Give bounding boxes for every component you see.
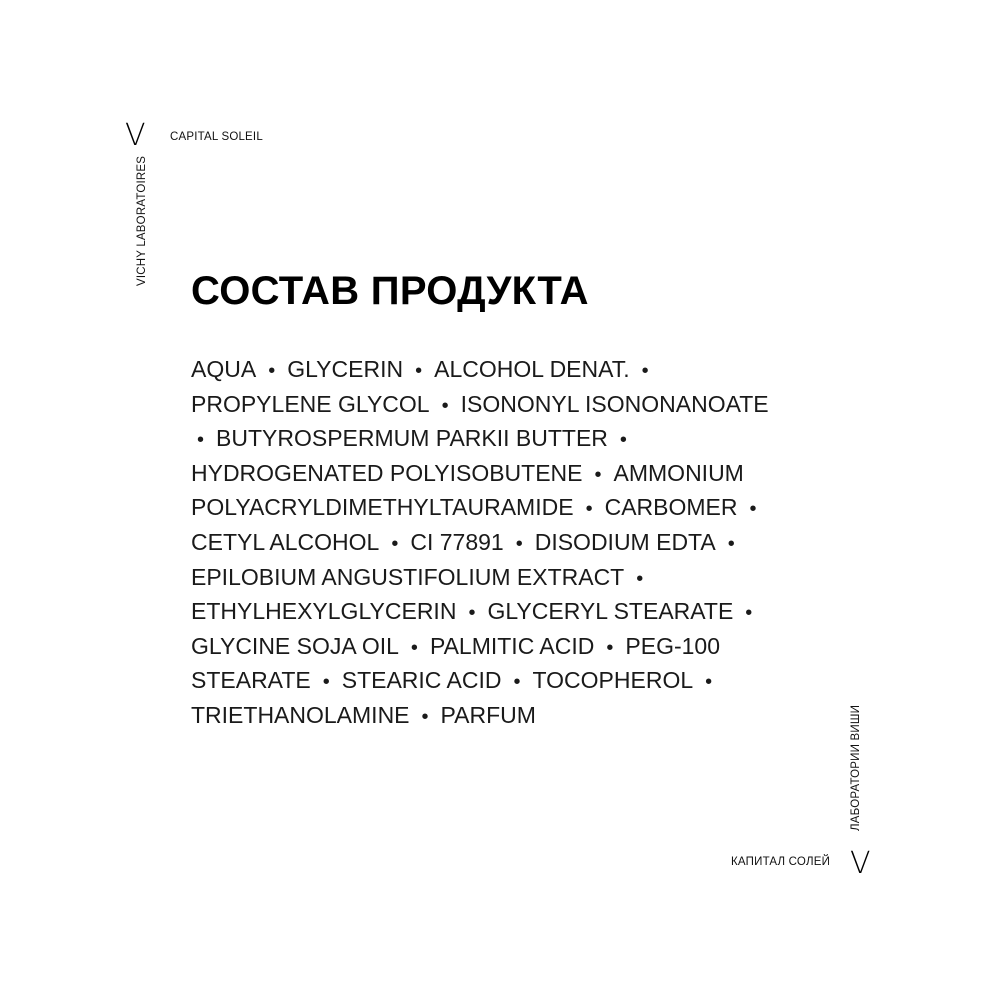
bullet-separator: • [727, 532, 735, 555]
ingredient-item: HYDROGENATED POLYISOBUTENE [191, 459, 583, 486]
bullet-separator: • [636, 567, 644, 590]
ingredient-item: STEARIC ACID [341, 667, 502, 694]
ingredient-item: TOCOPHEROL [532, 667, 694, 694]
ingredient-line [191, 629, 831, 664]
bullet-separator: • [594, 463, 602, 486]
bullet-separator: • [268, 360, 276, 382]
bullet-separator: • [745, 602, 753, 625]
ingredient-item: EPILOBIUM ANGUSTIFOLIUM EXTRACT [191, 563, 625, 590]
ingredient-item: AMMONIUM [613, 459, 744, 486]
ingredient-item: CI 77891 [410, 528, 504, 555]
brand-label-ru-vertical: ЛАБОРАТОРИИ ВИШИ [850, 704, 862, 831]
bullet-separator: • [585, 498, 593, 521]
ingredients-list [191, 352, 831, 733]
ingredient-item: BUTYROSPERMUM PARKII BUTTER [216, 425, 608, 452]
bullet-separator: • [391, 532, 399, 555]
bullet-separator: • [415, 360, 423, 382]
ingredient-item: CETYL ALCOHOL [191, 528, 380, 555]
ingredient-line [191, 387, 831, 422]
brand-label-en-vertical: VICHY LABORATOIRES [136, 155, 148, 286]
bullet-separator: • [513, 671, 521, 694]
ingredient-line [191, 352, 831, 387]
ingredient-item: POLYACRYLDIMETHYLTAURAMIDE [191, 494, 574, 521]
ingredient-line [191, 490, 831, 525]
bullet-separator: • [749, 498, 757, 521]
bullet-separator: • [515, 532, 523, 555]
ingredient-item: PROPYLENE GLYCOL [191, 390, 430, 417]
ingredient-line [191, 594, 831, 629]
vichy-logo-bottom: V [850, 846, 871, 881]
ingredient-line [191, 560, 831, 595]
ingredient-line [191, 525, 831, 560]
page-title: СОСТАВ ПРОДУКТА [191, 269, 589, 313]
ingredient-item: GLYCINE SOJA OIL [191, 632, 399, 659]
bullet-separator: • [410, 636, 418, 659]
ingredient-item: PEG-100 [625, 632, 720, 659]
ingredient-item: GLYCERIN [287, 356, 404, 382]
ingredient-line [191, 421, 831, 456]
bullet-separator: • [619, 429, 627, 452]
ingredient-line [191, 663, 831, 698]
ingredient-item: PALMITIC ACID [429, 632, 595, 659]
bullet-separator: • [641, 360, 649, 382]
ingredient-item: TRIETHANOLAMINE [191, 701, 410, 728]
ingredient-item: AQUA [191, 356, 257, 382]
ingredient-item: GLYCERYL STEARATE [487, 598, 734, 625]
bullet-separator: • [606, 636, 614, 659]
ingredient-item: ETHYLHEXYLGLYCERIN [191, 598, 457, 625]
ingredient-item: DISODIUM EDTA [534, 528, 716, 555]
product-line-label-ru: КАПИТАЛ СОЛЕЙ [731, 856, 831, 868]
ingredient-item: ISONONYL ISONONANOATE [460, 390, 769, 417]
bullet-separator: • [421, 705, 429, 728]
bullet-separator: • [468, 602, 476, 625]
ingredient-line [191, 698, 831, 733]
bullet-separator: • [705, 671, 713, 694]
bullet-separator: • [322, 671, 330, 694]
vichy-logo-top: V [125, 118, 146, 153]
ingredient-item: ALCOHOL DENAT. [434, 356, 630, 382]
ingredient-item: STEARATE [191, 667, 311, 694]
bullet-separator: • [441, 394, 449, 417]
ingredient-item: PARFUM [440, 701, 536, 728]
product-line-label-en: CAPITAL SOLEIL [170, 131, 263, 143]
ingredient-line [191, 456, 831, 491]
bullet-separator: • [197, 429, 205, 452]
ingredient-item: CARBOMER [604, 494, 738, 521]
